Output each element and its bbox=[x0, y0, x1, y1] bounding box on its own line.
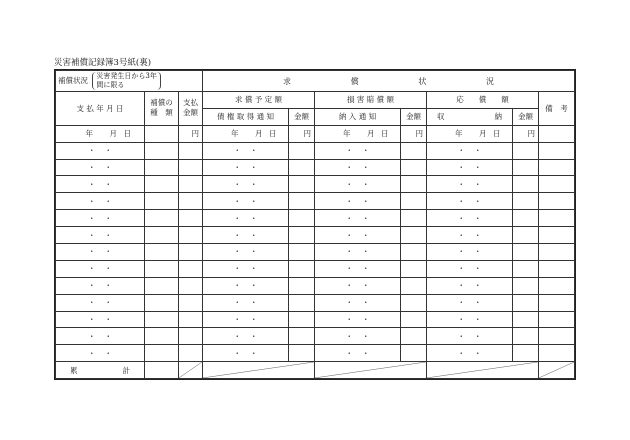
remarks-cell bbox=[539, 142, 575, 159]
planned-amount-cell bbox=[289, 345, 315, 362]
payment-date-cell: ・・ bbox=[56, 210, 145, 227]
record-row bbox=[56, 159, 575, 176]
remarks-cell bbox=[539, 227, 575, 244]
record-row bbox=[56, 210, 575, 227]
damages-amount-cell bbox=[401, 176, 427, 193]
record-row bbox=[56, 244, 575, 261]
payment-amount-cell bbox=[179, 193, 203, 210]
total-type-cell bbox=[145, 362, 179, 379]
unit-day: 日 bbox=[493, 129, 501, 139]
payment-notice-date-cell: ・・ bbox=[315, 260, 401, 277]
unit-year: 年 bbox=[85, 129, 93, 139]
response-amount-cell bbox=[513, 210, 539, 227]
planned-amount-cell bbox=[289, 210, 315, 227]
remarks-cell bbox=[539, 210, 575, 227]
unit-year: 年 bbox=[455, 129, 463, 139]
payment-amount-cell bbox=[179, 277, 203, 294]
damages-amount-cell bbox=[401, 260, 427, 277]
payment-date-cell: ・・ bbox=[56, 142, 145, 159]
collection-date-cell: ・・ bbox=[427, 176, 513, 193]
claim-notice-date-cell: ・・ bbox=[203, 345, 289, 362]
payment-notice-date-cell: ・・ bbox=[315, 277, 401, 294]
damages-heading: 損 害 賠 償 額 bbox=[315, 92, 427, 109]
collection-char-2: 納 bbox=[494, 112, 503, 122]
damages-amount-cell bbox=[401, 227, 427, 244]
damages-amount-cell bbox=[401, 142, 427, 159]
unit-year: 年 bbox=[343, 129, 351, 139]
payment-amount-cell bbox=[179, 328, 203, 345]
remarks-cell bbox=[539, 260, 575, 277]
planned-amount-cell bbox=[289, 176, 315, 193]
planned-amount-cell bbox=[289, 311, 315, 328]
response-amount-cell bbox=[513, 227, 539, 244]
remarks-cell bbox=[539, 193, 575, 210]
payment-amount-cell bbox=[179, 260, 203, 277]
collection-char-1: 収 bbox=[437, 112, 469, 122]
claim-notice-date-cell: ・・ bbox=[203, 159, 289, 176]
payment-date-cell: ・・ bbox=[56, 277, 145, 294]
payment-notice-date-cell: ・・ bbox=[315, 176, 401, 193]
total-payment-diagonal bbox=[179, 362, 203, 379]
payment-amount-line1: 支払 bbox=[183, 98, 198, 108]
payment-date-cell: ・・ bbox=[56, 311, 145, 328]
payment-notice-date-cell: ・・ bbox=[315, 345, 401, 362]
payment-date-cell: ・・ bbox=[56, 244, 145, 261]
remarks-cell bbox=[539, 277, 575, 294]
payment-amount-cell bbox=[179, 244, 203, 261]
planned-amount-cell bbox=[289, 294, 315, 311]
payment-amount-cell: 円 bbox=[179, 125, 203, 142]
remarks-cell bbox=[539, 159, 575, 176]
total-response-diagonal bbox=[427, 362, 539, 379]
payment-notice-date-cell: ・・ bbox=[315, 227, 401, 244]
compensation-type-cell bbox=[145, 345, 179, 362]
compensation-type-line2: 種 類 bbox=[150, 108, 173, 118]
payment-amount-cell bbox=[179, 142, 203, 159]
total-remarks-diagonal bbox=[539, 362, 575, 379]
planned-amount-cell bbox=[289, 193, 315, 210]
compensation-record-table bbox=[54, 69, 576, 380]
claim-notice-date-cell: ・・ bbox=[203, 244, 289, 261]
collection-date-cell: ・・ bbox=[427, 227, 513, 244]
amount-heading-1: 金額 bbox=[289, 108, 315, 125]
payment-date-cell: ・・ bbox=[56, 260, 145, 277]
record-row bbox=[56, 294, 575, 311]
compensation-type-cell bbox=[145, 311, 179, 328]
collection-date-cell: ・・ bbox=[427, 142, 513, 159]
unit-day: 日 bbox=[269, 129, 277, 139]
payment-notice-date-cell: ・・ bbox=[315, 311, 401, 328]
compensation-type-heading bbox=[145, 92, 179, 126]
response-amount-cell bbox=[513, 142, 539, 159]
response-amount-cell: 円 bbox=[513, 125, 539, 142]
unit-month: 月 bbox=[255, 129, 263, 139]
planned-amount-cell bbox=[289, 244, 315, 261]
record-row bbox=[56, 125, 575, 142]
collection-date-cell: ・・ bbox=[427, 277, 513, 294]
payment-date-cell bbox=[56, 125, 145, 142]
payment-date-cell: ・・ bbox=[56, 176, 145, 193]
payment-notice-date-cell: ・・ bbox=[315, 159, 401, 176]
collection-date-cell: ・・ bbox=[427, 193, 513, 210]
claim-notice-date-cell: ・・ bbox=[203, 227, 289, 244]
record-row bbox=[56, 345, 575, 362]
compensation-type-cell bbox=[145, 125, 179, 142]
payment-amount-cell bbox=[179, 159, 203, 176]
record-row bbox=[56, 311, 575, 328]
claim-notice-date-cell: ・・ bbox=[203, 193, 289, 210]
record-row bbox=[56, 260, 575, 277]
damages-amount-cell bbox=[401, 328, 427, 345]
claim-notice-date-cell: ・・ bbox=[203, 176, 289, 193]
period-note bbox=[92, 72, 160, 90]
payment-notice-date-cell: ・・ bbox=[315, 244, 401, 261]
total-label bbox=[56, 362, 145, 379]
damages-amount-cell bbox=[401, 277, 427, 294]
collection-date-cell: ・・ bbox=[427, 328, 513, 345]
collection-date-cell: ・・ bbox=[427, 210, 513, 227]
unit-day: 日 bbox=[381, 129, 389, 139]
planned-amount-cell bbox=[289, 159, 315, 176]
claim-notice-date-cell bbox=[203, 125, 289, 142]
collection-date-cell: ・・ bbox=[427, 311, 513, 328]
amount-heading-3: 金額 bbox=[513, 108, 539, 125]
claim-char-1: 求 bbox=[283, 76, 320, 86]
damages-amount-cell bbox=[401, 345, 427, 362]
damages-amount-cell bbox=[401, 159, 427, 176]
collection-date-cell: ・・ bbox=[427, 159, 513, 176]
total-damages-diagonal bbox=[315, 362, 427, 379]
response-amount-cell bbox=[513, 260, 539, 277]
payment-amount-cell bbox=[179, 345, 203, 362]
payment-notice-heading: 納 入 通 知 bbox=[315, 108, 401, 125]
response-amount-cell bbox=[513, 277, 539, 294]
compensation-status-cell bbox=[56, 71, 203, 92]
payment-notice-date-cell bbox=[315, 125, 401, 142]
response-amount-cell bbox=[513, 193, 539, 210]
response-claim-heading: 応 償 額 bbox=[427, 92, 539, 109]
claim-notice-date-cell: ・・ bbox=[203, 210, 289, 227]
claim-char-4: 況 bbox=[486, 76, 495, 86]
compensation-status-label: 補償状況 bbox=[58, 76, 88, 85]
amount-heading-2: 金額 bbox=[401, 108, 427, 125]
payment-date-cell: ・・ bbox=[56, 345, 145, 362]
unit-month: 月 bbox=[367, 129, 375, 139]
response-amount-cell bbox=[513, 176, 539, 193]
remarks-cell bbox=[539, 294, 575, 311]
response-amount-cell bbox=[513, 311, 539, 328]
payment-amount-cell bbox=[179, 311, 203, 328]
planned-claim-heading: 求 償 予 定 額 bbox=[203, 92, 315, 109]
unit-day: 日 bbox=[123, 129, 131, 139]
unit-month: 月 bbox=[109, 129, 117, 139]
remarks-cell bbox=[539, 311, 575, 328]
record-row bbox=[56, 277, 575, 294]
remarks-cell bbox=[539, 345, 575, 362]
total-planned-diagonal bbox=[203, 362, 315, 379]
claim-char-3: 状 bbox=[418, 76, 455, 86]
response-amount-cell bbox=[513, 328, 539, 345]
planned-amount-cell bbox=[289, 328, 315, 345]
damages-amount-cell bbox=[401, 193, 427, 210]
collection-date-cell: ・・ bbox=[427, 345, 513, 362]
damages-amount-cell bbox=[401, 294, 427, 311]
collection-date-cell bbox=[427, 125, 513, 142]
total-char-1: 累 bbox=[70, 365, 99, 375]
record-rows bbox=[56, 125, 575, 361]
claim-notice-date-cell: ・・ bbox=[203, 260, 289, 277]
payment-amount-cell bbox=[179, 210, 203, 227]
claim-char-2: 償 bbox=[350, 76, 388, 86]
collection-date-cell: ・・ bbox=[427, 244, 513, 261]
compensation-type-cell bbox=[145, 328, 179, 345]
record-row bbox=[56, 176, 575, 193]
payment-notice-date-cell: ・・ bbox=[315, 210, 401, 227]
claim-notice-date-cell: ・・ bbox=[203, 277, 289, 294]
remarks-cell bbox=[539, 328, 575, 345]
claim-notice-date-cell: ・・ bbox=[203, 311, 289, 328]
response-amount-cell bbox=[513, 345, 539, 362]
payment-amount-heading bbox=[179, 92, 203, 126]
compensation-type-cell bbox=[145, 193, 179, 210]
compensation-type-cell bbox=[145, 210, 179, 227]
payment-date-cell: ・・ bbox=[56, 227, 145, 244]
record-row bbox=[56, 193, 575, 210]
damages-amount-cell bbox=[401, 244, 427, 261]
record-row bbox=[56, 328, 575, 345]
planned-amount-cell bbox=[289, 277, 315, 294]
payment-notice-date-cell: ・・ bbox=[315, 328, 401, 345]
planned-amount-cell bbox=[289, 260, 315, 277]
damages-amount-cell: 円 bbox=[401, 125, 427, 142]
payment-amount-line2: 金額 bbox=[183, 108, 198, 118]
claim-notice-heading: 債 権 取 得 通 知 bbox=[203, 108, 289, 125]
response-amount-cell bbox=[513, 294, 539, 311]
compensation-type-cell bbox=[145, 277, 179, 294]
payment-amount-cell bbox=[179, 227, 203, 244]
collection-heading bbox=[427, 108, 513, 125]
payment-amount-cell bbox=[179, 294, 203, 311]
compensation-type-cell bbox=[145, 142, 179, 159]
compensation-type-cell bbox=[145, 227, 179, 244]
payment-notice-date-cell: ・・ bbox=[315, 193, 401, 210]
claim-notice-date-cell: ・・ bbox=[203, 142, 289, 159]
damages-amount-cell bbox=[401, 210, 427, 227]
total-row bbox=[56, 362, 575, 379]
payment-date-cell: ・・ bbox=[56, 159, 145, 176]
remarks-cell bbox=[539, 244, 575, 261]
period-note-line1: 災害発生日から3年 bbox=[96, 72, 157, 80]
payment-notice-date-cell: ・・ bbox=[315, 294, 401, 311]
collection-date-cell: ・・ bbox=[427, 294, 513, 311]
period-note-line2: 間に限る bbox=[96, 81, 125, 89]
claim-notice-date-cell: ・・ bbox=[203, 328, 289, 345]
compensation-type-cell bbox=[145, 260, 179, 277]
total-char-2: 計 bbox=[122, 365, 131, 375]
planned-amount-cell bbox=[289, 227, 315, 244]
damages-amount-cell bbox=[401, 311, 427, 328]
payment-date-heading: 支 払 年 月 日 bbox=[56, 92, 145, 126]
payment-amount-cell bbox=[179, 176, 203, 193]
form-title: 災害補償記録簿3号紙(裏) bbox=[54, 58, 152, 68]
response-amount-cell bbox=[513, 244, 539, 261]
payment-date-cell: ・・ bbox=[56, 294, 145, 311]
payment-date-cell: ・・ bbox=[56, 328, 145, 345]
unit-month: 月 bbox=[479, 129, 487, 139]
compensation-type-cell bbox=[145, 244, 179, 261]
remarks-heading: 備 考 bbox=[539, 92, 575, 126]
planned-amount-cell bbox=[289, 142, 315, 159]
remarks-cell bbox=[539, 125, 575, 142]
payment-date-cell: ・・ bbox=[56, 193, 145, 210]
record-row bbox=[56, 142, 575, 159]
compensation-type-line1: 補償の bbox=[150, 98, 173, 108]
compensation-type-cell bbox=[145, 176, 179, 193]
claim-status-heading bbox=[203, 71, 575, 92]
response-amount-cell bbox=[513, 159, 539, 176]
compensation-type-cell bbox=[145, 294, 179, 311]
planned-amount-cell: 円 bbox=[289, 125, 315, 142]
unit-year: 年 bbox=[231, 129, 239, 139]
compensation-type-cell bbox=[145, 159, 179, 176]
remarks-cell bbox=[539, 176, 575, 193]
collection-date-cell: ・・ bbox=[427, 260, 513, 277]
payment-notice-date-cell: ・・ bbox=[315, 142, 401, 159]
claim-notice-date-cell: ・・ bbox=[203, 294, 289, 311]
record-row bbox=[56, 227, 575, 244]
